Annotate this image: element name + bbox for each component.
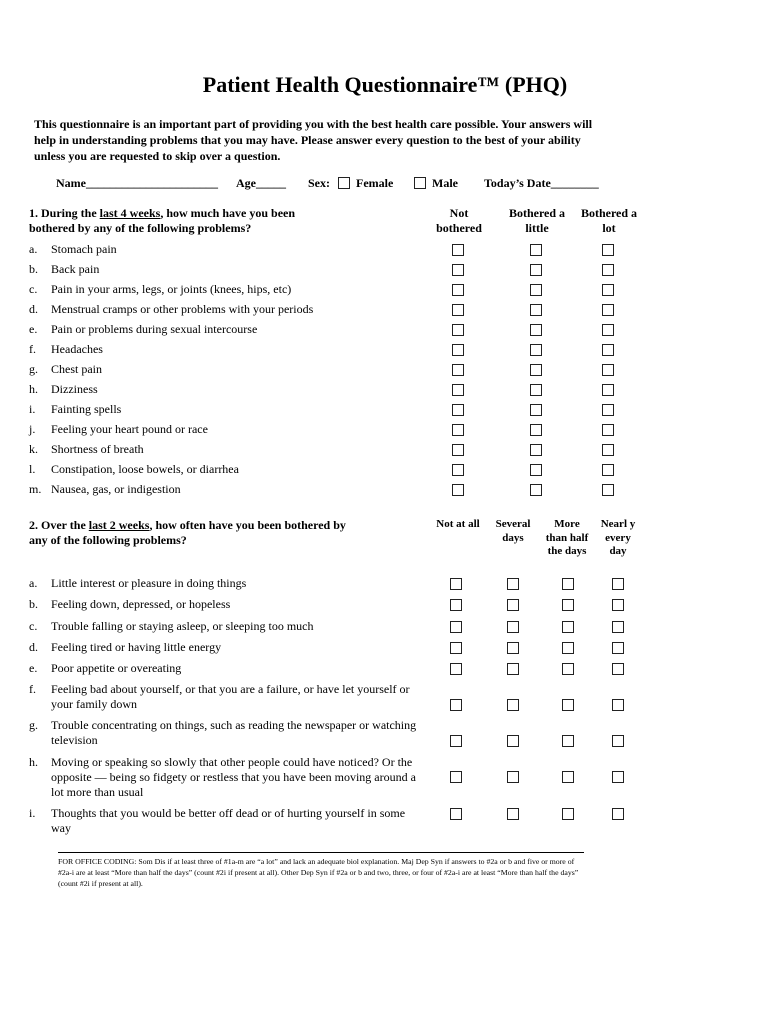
q2-item-text: Moving or speaking so slowly that other people could have noticed? Or the opposite — being so fidgety or restless that you have been moving around a lot more than usual [51, 755, 416, 799]
q1-text-underlined: last 4 weeks [99, 206, 161, 220]
q2-text-pre: Over the [41, 518, 89, 532]
q2-item-g-option-3-checkbox[interactable] [562, 735, 574, 747]
q2-item-letter: b. [29, 597, 38, 611]
q2-text-post: , how often have you been bothered by any of the following problems? [29, 518, 346, 547]
q2-item-g-option-2-checkbox[interactable] [507, 735, 519, 747]
intro-text: This questionnaire is an important part of providing you with the best health care possible. Your answers will help in understanding problems that you may have. Please answer every question to the best of your ability unless you are requested to skip over a question. [34, 117, 593, 163]
q1-item-j-option-2-checkbox[interactable] [530, 424, 542, 436]
q1-item-f-option-3-checkbox[interactable] [602, 344, 614, 356]
q2-col-nearly-every-day: Nearl y every day [600, 518, 636, 557]
q1-item-g-option-1-checkbox[interactable] [452, 364, 464, 376]
q2-item-a-option-1-checkbox[interactable] [450, 578, 462, 590]
q1-item-h-option-1-checkbox[interactable] [452, 384, 464, 396]
q2-item-a-option-3-checkbox[interactable] [562, 578, 574, 590]
q1-item-letter: m. [29, 482, 42, 496]
q1-item-letter: h. [29, 382, 38, 396]
q2-item-b-option-1-checkbox[interactable] [450, 599, 462, 611]
q1-item-text: Chest pain [51, 362, 102, 376]
q1-item-text: Pain or problems during sexual intercourse [51, 322, 258, 336]
name-field[interactable] [56, 176, 218, 191]
q2-col-more-than-half: More than half the days [545, 518, 589, 557]
name-blank[interactable]: ______________________ [86, 176, 218, 190]
q1-item-h-option-2-checkbox[interactable] [530, 384, 542, 396]
q1-item-j-option-1-checkbox[interactable] [452, 424, 464, 436]
q2-item-b-option-2-checkbox[interactable] [507, 599, 519, 611]
date-label: Today’s Date [484, 176, 551, 190]
q1-col-bothered-lot: Bothered a lot [580, 206, 638, 235]
age-label: Age [236, 176, 256, 190]
q1-item-k-option-1-checkbox[interactable] [452, 444, 464, 456]
q1-item-d-option-1-checkbox[interactable] [452, 304, 464, 316]
sex-label: Sex: [308, 176, 330, 190]
q2-item-text: Feeling down, depressed, or hopeless [51, 597, 231, 611]
q1-item-text: Fainting spells [51, 402, 122, 416]
q1-item-l-option-3-checkbox[interactable] [602, 464, 614, 476]
q2-item-h-option-4-checkbox[interactable] [612, 771, 624, 783]
q1-heading [29, 206, 329, 236]
q1-item-letter: b. [29, 262, 38, 276]
q1-number: 1. [29, 206, 38, 220]
q2-item-letter: h. [29, 755, 38, 769]
q1-item-l-option-1-checkbox[interactable] [452, 464, 464, 476]
q1-item-i-option-2-checkbox[interactable] [530, 404, 542, 416]
date-blank[interactable]: ________ [550, 176, 599, 190]
q1-item-d-option-3-checkbox[interactable] [602, 304, 614, 316]
q1-item-m-option-3-checkbox[interactable] [602, 484, 614, 496]
date-field[interactable] [484, 176, 599, 191]
q2-item-c-option-2-checkbox[interactable] [507, 621, 519, 633]
q1-item-h-option-3-checkbox[interactable] [602, 384, 614, 396]
q2-item-d-option-1-checkbox[interactable] [450, 642, 462, 654]
q2-item-e-option-1-checkbox[interactable] [450, 663, 462, 675]
q1-item-text: Stomach pain [51, 242, 117, 256]
q1-item-l-option-2-checkbox[interactable] [530, 464, 542, 476]
q2-item-d-option-3-checkbox[interactable] [562, 642, 574, 654]
q1-text-pre: During the [41, 206, 100, 220]
q1-item-c-option-2-checkbox[interactable] [530, 284, 542, 296]
q2-item-letter: c. [29, 619, 38, 633]
q1-item-m-option-2-checkbox[interactable] [530, 484, 542, 496]
q1-item-letter: e. [29, 322, 38, 336]
q1-item-text: Feeling your heart pound or race [51, 422, 208, 436]
q2-item-i-option-4-checkbox[interactable] [612, 808, 624, 820]
q1-item-j-option-3-checkbox[interactable] [602, 424, 614, 436]
q2-item-h-option-2-checkbox[interactable] [507, 771, 519, 783]
q2-item-f-option-3-checkbox[interactable] [562, 699, 574, 711]
footer-divider [58, 852, 584, 853]
q1-item-text: Menstrual cramps or other problems with your periods [51, 302, 314, 316]
q2-item-g-option-4-checkbox[interactable] [612, 735, 624, 747]
q1-item-i-option-1-checkbox[interactable] [452, 404, 464, 416]
q2-item-letter: e. [29, 661, 38, 675]
q1-item-text: Headaches [51, 342, 103, 356]
q2-item-letter: f. [29, 682, 36, 696]
q1-item-letter: f. [29, 342, 36, 356]
q2-item-text: Thoughts that you would be better off dead or of hurting yourself in some way [51, 806, 406, 835]
q2-item-c-option-4-checkbox[interactable] [612, 621, 624, 633]
age-blank[interactable]: _____ [256, 176, 286, 190]
q1-item-text: Back pain [51, 262, 100, 276]
q1-item-b-option-3-checkbox[interactable] [602, 264, 614, 276]
q2-item-i-option-2-checkbox[interactable] [507, 808, 519, 820]
q1-item-letter: c. [29, 282, 38, 296]
q2-item-letter: g. [29, 718, 38, 732]
q2-item-text: Feeling bad about yourself, or that you are a failure, or have let yourself or your family down [51, 682, 410, 711]
q1-item-letter: j. [29, 422, 36, 436]
q1-item-letter: g. [29, 362, 38, 376]
name-label: Name [56, 176, 86, 190]
q1-item-b-option-1-checkbox[interactable] [452, 264, 464, 276]
q1-item-e-option-3-checkbox[interactable] [602, 324, 614, 336]
q2-item-b-option-4-checkbox[interactable] [612, 599, 624, 611]
q2-item-text: Poor appetite or overeating [51, 661, 182, 675]
q2-number: 2. [29, 518, 38, 532]
q1-item-letter: k. [29, 442, 38, 456]
q1-item-c-option-1-checkbox[interactable] [452, 284, 464, 296]
q1-item-d-option-2-checkbox[interactable] [530, 304, 542, 316]
q2-item-text: Feeling tired or having little energy [51, 640, 222, 654]
office-coding-note: FOR OFFICE CODING: Som Dis if at least three of #1a-m are “a lot” and lack an adequate biol explanation. Maj Dep Syn if answers to #2a or b and five or more of #2a-i are at least “More than half the days” (count #2i if present at all). Other Dep Syn if #2a or b and two, three, or four of #2a-i are at least “More than half the days” (count #2i if present at all). [58, 857, 579, 888]
q2-item-d-option-2-checkbox[interactable] [507, 642, 519, 654]
q2-item-e-option-2-checkbox[interactable] [507, 663, 519, 675]
q2-item-text: Trouble falling or staying asleep, or sleeping too much [51, 619, 314, 633]
q1-item-a-option-1-checkbox[interactable] [452, 244, 464, 256]
q2-item-e-option-4-checkbox[interactable] [612, 663, 624, 675]
q1-item-i-option-3-checkbox[interactable] [602, 404, 614, 416]
q2-item-text: Little interest or pleasure in doing things [51, 576, 247, 590]
q2-item-c-option-3-checkbox[interactable] [562, 621, 574, 633]
q2-item-h-option-1-checkbox[interactable] [450, 771, 462, 783]
page-title: Patient Health Questionnaire™ (PHQ) [202, 72, 568, 97]
q2-item-h-option-3-checkbox[interactable] [562, 771, 574, 783]
q1-item-k-option-3-checkbox[interactable] [602, 444, 614, 456]
q1-item-text: Shortness of breath [51, 442, 144, 456]
q2-item-f-option-2-checkbox[interactable] [507, 699, 519, 711]
q2-item-a-option-2-checkbox[interactable] [507, 578, 519, 590]
q1-item-a-option-3-checkbox[interactable] [602, 244, 614, 256]
q1-text-post: , how much have you been bothered by any of the following problems? [29, 206, 296, 235]
male-label: Male [432, 176, 458, 190]
q2-item-a-option-4-checkbox[interactable] [612, 578, 624, 590]
q1-item-letter: i. [29, 402, 36, 416]
q2-item-d-option-4-checkbox[interactable] [612, 642, 624, 654]
q2-heading [29, 518, 359, 548]
q2-item-f-option-4-checkbox[interactable] [612, 699, 624, 711]
q2-item-c-option-1-checkbox[interactable] [450, 621, 462, 633]
age-field[interactable] [236, 176, 286, 191]
q1-item-text: Pain in your arms, legs, or joints (knees, hips, etc) [51, 282, 292, 296]
q1-item-e-option-2-checkbox[interactable] [530, 324, 542, 336]
q2-text-underlined: last 2 weeks [88, 518, 150, 532]
q1-item-f-option-1-checkbox[interactable] [452, 344, 464, 356]
q1-item-g-option-2-checkbox[interactable] [530, 364, 542, 376]
q1-item-b-option-2-checkbox[interactable] [530, 264, 542, 276]
q1-item-text: Constipation, loose bowels, or diarrhea [51, 462, 239, 476]
q1-item-k-option-2-checkbox[interactable] [530, 444, 542, 456]
q2-item-letter: i. [29, 806, 36, 820]
q2-item-i-option-3-checkbox[interactable] [562, 808, 574, 820]
q2-item-i-option-1-checkbox[interactable] [450, 808, 462, 820]
q2-item-b-option-3-checkbox[interactable] [562, 599, 574, 611]
q1-col-bothered-little: Bothered a little [508, 206, 566, 235]
q2-item-e-option-3-checkbox[interactable] [562, 663, 574, 675]
q2-item-g-option-1-checkbox[interactable] [450, 735, 462, 747]
q1-item-text: Dizziness [51, 382, 98, 396]
q1-item-a-option-2-checkbox[interactable] [530, 244, 542, 256]
q1-item-c-option-3-checkbox[interactable] [602, 284, 614, 296]
q1-item-letter: d. [29, 302, 38, 316]
male-checkbox[interactable] [414, 177, 426, 189]
q1-item-f-option-2-checkbox[interactable] [530, 344, 542, 356]
q1-item-m-option-1-checkbox[interactable] [452, 484, 464, 496]
q1-col-not-bothered: Not bothered [436, 206, 482, 235]
q2-item-letter: a. [29, 576, 38, 590]
q1-item-letter: l. [29, 462, 36, 476]
q2-item-f-option-1-checkbox[interactable] [450, 699, 462, 711]
q2-col-not-at-all: Not at all [436, 518, 480, 530]
q2-col-several-days: Several days [495, 518, 531, 544]
q1-item-letter: a. [29, 242, 38, 256]
q1-item-e-option-1-checkbox[interactable] [452, 324, 464, 336]
q1-item-g-option-3-checkbox[interactable] [602, 364, 614, 376]
q2-item-letter: d. [29, 640, 38, 654]
q2-item-text: Trouble concentrating on things, such as reading the newspaper or watching television [51, 718, 417, 747]
q1-item-text: Nausea, gas, or indigestion [51, 482, 181, 496]
female-checkbox[interactable] [338, 177, 350, 189]
female-label: Female [356, 176, 394, 190]
